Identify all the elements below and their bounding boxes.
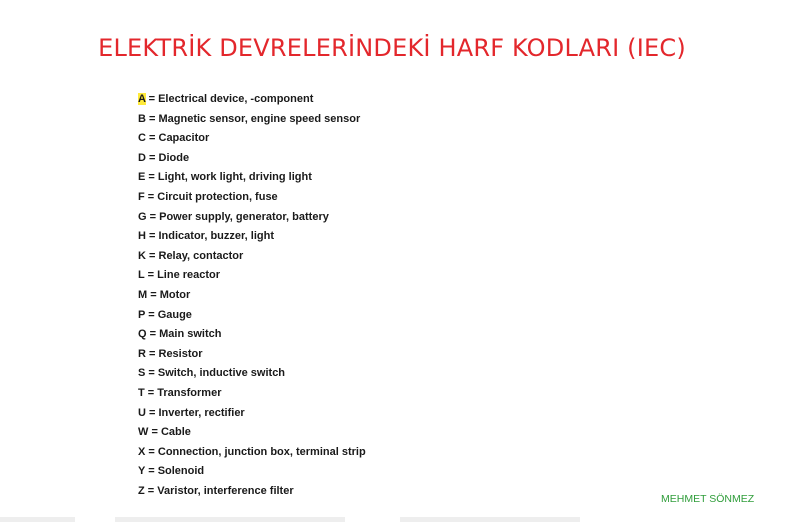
code-item <box>138 189 366 209</box>
code-item <box>138 405 366 425</box>
equals-separator: = <box>145 367 158 380</box>
code-letter: L <box>138 269 145 282</box>
code-letter: U <box>138 406 146 419</box>
code-letter: E <box>138 171 146 184</box>
code-letter: A <box>138 93 146 105</box>
code-letter: K <box>138 249 146 262</box>
equals-separator: = <box>144 386 158 399</box>
code-letter: W <box>138 426 149 439</box>
equals-separator: = <box>145 151 159 164</box>
code-description: Relay, contactor <box>158 249 244 262</box>
code-item <box>138 346 366 366</box>
code-description: Cable <box>160 426 191 439</box>
equals-separator: = <box>147 288 160 301</box>
author-name: MEHMET SÖNMEZ <box>661 493 755 505</box>
code-description: Main switch <box>159 328 222 341</box>
equals-separator: = <box>144 484 158 497</box>
code-description: Solenoid <box>157 465 205 478</box>
code-letter: M <box>138 288 148 301</box>
equals-separator: = <box>145 93 159 105</box>
code-item <box>138 483 366 503</box>
code-description: Resistor <box>158 347 203 360</box>
equals-separator: = <box>144 190 158 203</box>
bottom-edge-strip <box>0 517 75 522</box>
bottom-edge-strip <box>115 517 345 522</box>
code-description: Motor <box>159 288 191 301</box>
code-letter: P <box>138 308 146 321</box>
code-item <box>138 307 366 327</box>
slide-title: ELEKTRİK DEVRELERİNDEKİ HARF KODLARI (IEC) <box>98 34 686 62</box>
code-description: Circuit protection, fuse <box>157 190 278 203</box>
code-letter: S <box>138 367 146 380</box>
code-description: Gauge <box>157 308 192 321</box>
equals-separator: = <box>145 445 158 458</box>
equals-separator: = <box>145 171 158 184</box>
code-description: Electrical device, -component <box>158 93 314 105</box>
code-item <box>138 365 366 385</box>
code-description: Capacitor <box>158 132 210 145</box>
code-description: Line reactor <box>157 269 221 282</box>
code-description: Magnetic sensor, engine speed sensor <box>158 112 361 125</box>
code-description: Inverter, rectifier <box>158 406 245 419</box>
code-letter: X <box>138 445 146 458</box>
code-item <box>138 463 366 483</box>
equals-separator: = <box>145 347 159 360</box>
code-description: Power supply, generator, battery <box>159 210 329 223</box>
code-letter: C <box>138 132 146 145</box>
equals-separator: = <box>144 269 158 282</box>
code-item <box>138 209 366 229</box>
code-item <box>138 169 366 189</box>
equals-separator: = <box>146 328 160 341</box>
code-description: Switch, inductive switch <box>157 367 286 380</box>
code-letter: Z <box>138 484 145 497</box>
code-letter: Y <box>138 465 146 478</box>
code-description: Varistor, interference filter <box>157 484 294 497</box>
code-letter: B <box>138 112 146 125</box>
equals-separator: = <box>145 465 158 478</box>
letter-code-list <box>138 91 366 502</box>
bottom-edge-strip <box>400 517 580 522</box>
code-item <box>138 248 366 268</box>
code-item <box>138 326 366 346</box>
equals-separator: = <box>145 406 159 419</box>
code-item <box>138 150 366 170</box>
code-item <box>138 424 366 444</box>
code-letter: H <box>138 230 146 243</box>
code-letter: R <box>138 347 146 360</box>
code-description: Connection, junction box, terminal strip <box>157 445 366 458</box>
code-item <box>138 130 366 150</box>
equals-separator: = <box>146 210 160 223</box>
code-item <box>138 111 366 131</box>
equals-separator: = <box>145 308 158 321</box>
code-letter: Q <box>138 328 147 341</box>
equals-separator: = <box>145 112 159 125</box>
code-description: Transformer <box>157 386 222 399</box>
code-item <box>138 444 366 464</box>
code-letter: F <box>138 190 145 203</box>
equals-separator: = <box>145 230 159 243</box>
code-description: Diode <box>158 151 190 164</box>
code-letter: G <box>138 210 147 223</box>
code-description: Light, work light, driving light <box>157 171 312 184</box>
code-letter: T <box>138 386 145 399</box>
equals-separator: = <box>148 426 161 439</box>
code-item <box>138 287 366 307</box>
equals-separator: = <box>145 249 159 262</box>
code-item <box>138 228 366 248</box>
code-letter: D <box>138 151 146 164</box>
code-description: Indicator, buzzer, light <box>158 230 275 243</box>
equals-separator: = <box>145 132 159 145</box>
code-item <box>138 385 366 405</box>
code-item <box>138 91 366 111</box>
code-item <box>138 267 366 287</box>
